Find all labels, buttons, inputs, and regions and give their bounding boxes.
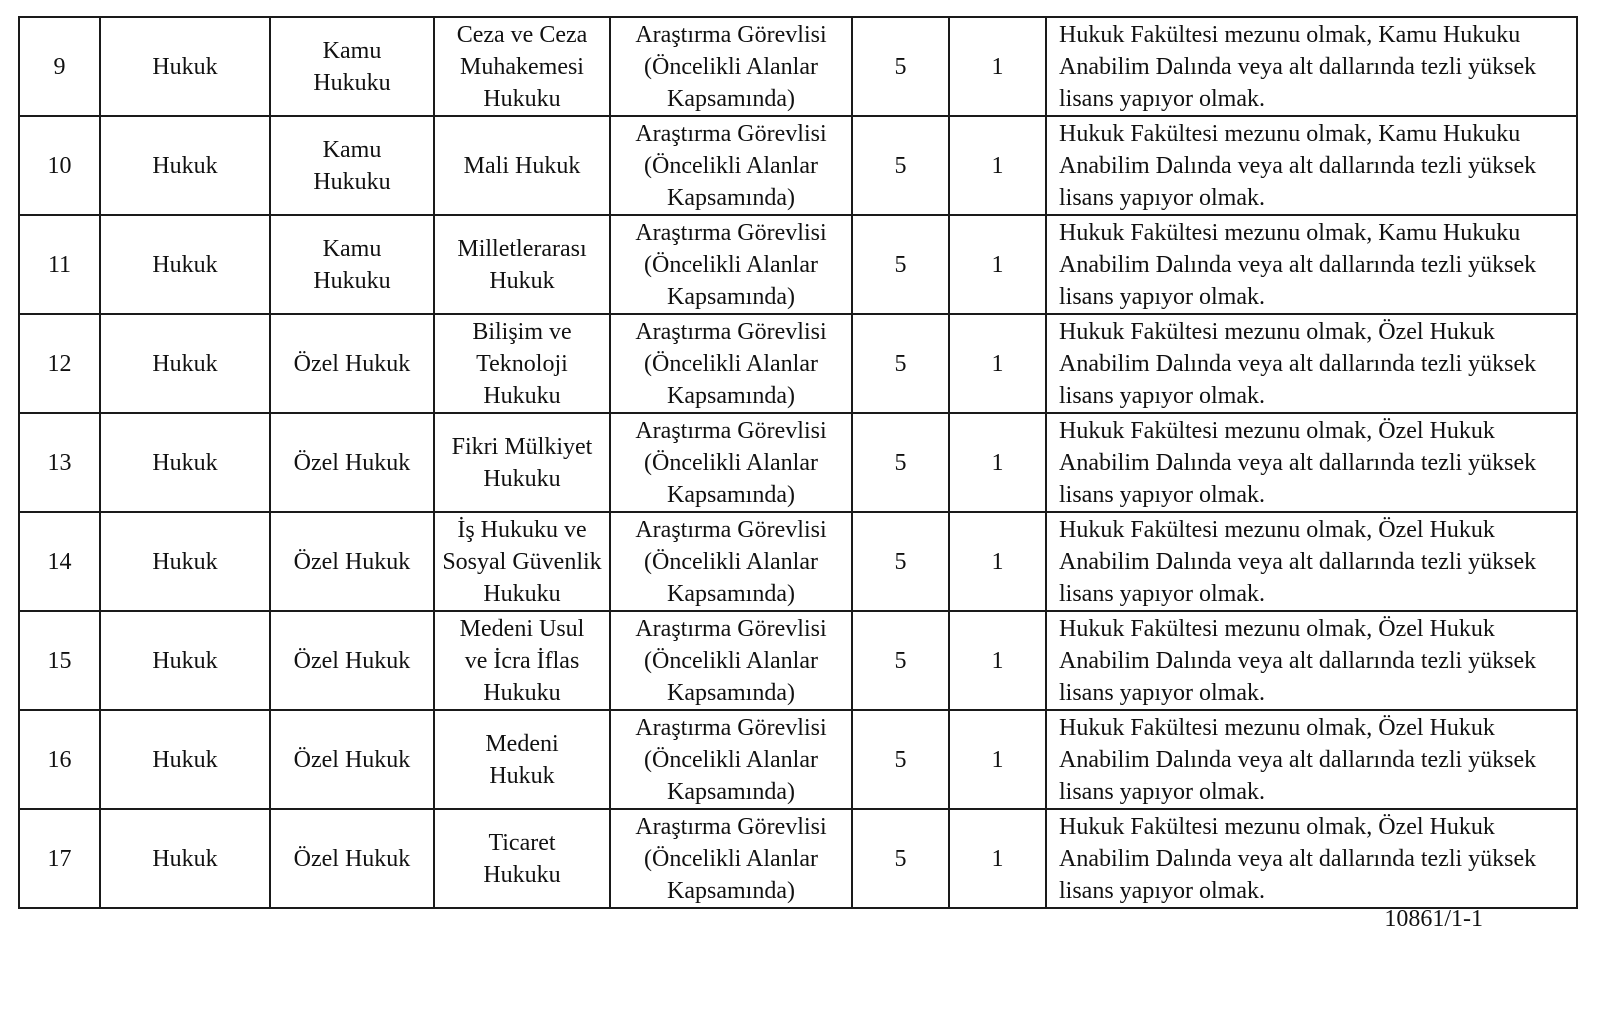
requirements-cell-text: Hukuk Fakültesi mezunu olmak, Kamu Hukuku Anabilim Dalında veya alt dallarında tezli yüksek lisans yapıyor olmak. bbox=[1059, 120, 1537, 211]
table-body bbox=[19, 17, 1577, 908]
requirements-cell-text: Hukuk Fakültesi mezunu olmak, Özel Hukuk Anabilim Dalında veya alt dallarında tezli yüksek lisans yapıyor olmak. bbox=[1059, 714, 1537, 805]
row-number-cell-text: 10 bbox=[47, 152, 72, 179]
degree-cell bbox=[852, 314, 949, 413]
division-cell-text: Fikri Mülkiyet Hukuku bbox=[451, 433, 593, 492]
requirements-cell bbox=[1046, 710, 1577, 809]
position-title-cell bbox=[610, 17, 852, 116]
faculty-cell bbox=[100, 116, 270, 215]
degree-cell-text: 5 bbox=[894, 53, 907, 80]
table-row bbox=[19, 611, 1577, 710]
document-code: 10861/1-1 bbox=[1384, 906, 1483, 932]
department-cell-text: Özel Hukuk bbox=[293, 548, 411, 575]
faculty-cell bbox=[100, 314, 270, 413]
position-title-cell bbox=[610, 314, 852, 413]
count-cell bbox=[949, 314, 1046, 413]
division-cell-text: Medeni Hukuk bbox=[485, 730, 559, 789]
faculty-cell-text: Hukuk bbox=[152, 548, 218, 575]
table-row bbox=[19, 314, 1577, 413]
division-cell bbox=[434, 710, 610, 809]
faculty-cell bbox=[100, 512, 270, 611]
faculty-cell bbox=[100, 17, 270, 116]
position-title-cell bbox=[610, 710, 852, 809]
faculty-cell-text: Hukuk bbox=[152, 53, 218, 80]
count-cell bbox=[949, 809, 1046, 908]
row-number-cell bbox=[19, 512, 100, 611]
position-table bbox=[18, 16, 1578, 909]
department-cell-text: Özel Hukuk bbox=[293, 845, 411, 872]
department-cell bbox=[270, 215, 434, 314]
position-title-cell-text: Araştırma Görevlisi (Öncelikli Alanlar Kapsamında) bbox=[635, 417, 827, 508]
faculty-cell bbox=[100, 413, 270, 512]
degree-cell bbox=[852, 215, 949, 314]
degree-cell bbox=[852, 611, 949, 710]
row-number-cell bbox=[19, 611, 100, 710]
position-title-cell-text: Araştırma Görevlisi (Öncelikli Alanlar Kapsamında) bbox=[635, 813, 827, 904]
division-cell-text: Mali Hukuk bbox=[463, 152, 581, 179]
position-title-cell-text: Araştırma Görevlisi (Öncelikli Alanlar Kapsamında) bbox=[635, 318, 827, 409]
division-cell-text: Ceza ve Ceza Muhakemesi Hukuku bbox=[456, 21, 588, 112]
department-cell bbox=[270, 413, 434, 512]
requirements-cell-text: Hukuk Fakültesi mezunu olmak, Özel Hukuk Anabilim Dalında veya alt dallarında tezli yüksek lisans yapıyor olmak. bbox=[1059, 813, 1537, 904]
count-cell-text: 1 bbox=[991, 746, 1004, 773]
requirements-cell bbox=[1046, 116, 1577, 215]
row-number-cell bbox=[19, 215, 100, 314]
division-cell bbox=[434, 512, 610, 611]
count-cell-text: 1 bbox=[991, 152, 1004, 179]
division-cell-text: Medeni Usul ve İcra İflas Hukuku bbox=[459, 615, 585, 706]
degree-cell-text: 5 bbox=[894, 449, 907, 476]
division-cell bbox=[434, 314, 610, 413]
degree-cell-text: 5 bbox=[894, 647, 907, 674]
department-cell bbox=[270, 17, 434, 116]
row-number-cell-text: 14 bbox=[47, 548, 72, 575]
row-number-cell-text: 11 bbox=[47, 251, 72, 278]
row-number-cell bbox=[19, 809, 100, 908]
degree-cell bbox=[852, 116, 949, 215]
degree-cell bbox=[852, 413, 949, 512]
division-cell bbox=[434, 611, 610, 710]
department-cell-text: Özel Hukuk bbox=[293, 647, 411, 674]
division-cell bbox=[434, 809, 610, 908]
department-cell bbox=[270, 512, 434, 611]
count-cell bbox=[949, 611, 1046, 710]
degree-cell bbox=[852, 512, 949, 611]
division-cell bbox=[434, 215, 610, 314]
department-cell bbox=[270, 116, 434, 215]
position-title-cell-text: Araştırma Görevlisi (Öncelikli Alanlar Kapsamında) bbox=[635, 21, 827, 112]
table-row bbox=[19, 512, 1577, 611]
row-number-cell bbox=[19, 413, 100, 512]
degree-cell-text: 5 bbox=[894, 548, 907, 575]
degree-cell-text: 5 bbox=[894, 350, 907, 377]
requirements-cell bbox=[1046, 17, 1577, 116]
row-number-cell bbox=[19, 314, 100, 413]
degree-cell bbox=[852, 17, 949, 116]
position-title-cell-text: Araştırma Görevlisi (Öncelikli Alanlar Kapsamında) bbox=[635, 714, 827, 805]
count-cell-text: 1 bbox=[991, 350, 1004, 377]
table-row bbox=[19, 116, 1577, 215]
faculty-cell bbox=[100, 215, 270, 314]
row-number-cell-text: 12 bbox=[47, 350, 72, 377]
count-cell bbox=[949, 413, 1046, 512]
count-cell bbox=[949, 710, 1046, 809]
division-cell-text: Milletlerarası Hukuk bbox=[457, 235, 587, 294]
position-title-cell bbox=[610, 215, 852, 314]
requirements-cell-text: Hukuk Fakültesi mezunu olmak, Kamu Hukuku Anabilim Dalında veya alt dallarında tezli yüksek lisans yapıyor olmak. bbox=[1059, 21, 1537, 112]
department-cell bbox=[270, 611, 434, 710]
row-number-cell bbox=[19, 710, 100, 809]
faculty-cell-text: Hukuk bbox=[152, 350, 218, 377]
position-title-cell bbox=[610, 809, 852, 908]
table-row bbox=[19, 215, 1577, 314]
requirements-cell-text: Hukuk Fakültesi mezunu olmak, Özel Hukuk Anabilim Dalında veya alt dallarında tezli yüksek lisans yapıyor olmak. bbox=[1059, 318, 1537, 409]
faculty-cell bbox=[100, 710, 270, 809]
position-title-cell-text: Araştırma Görevlisi (Öncelikli Alanlar Kapsamında) bbox=[635, 615, 827, 706]
requirements-cell-text: Hukuk Fakültesi mezunu olmak, Özel Hukuk Anabilim Dalında veya alt dallarında tezli yüksek lisans yapıyor olmak. bbox=[1059, 417, 1537, 508]
count-cell bbox=[949, 215, 1046, 314]
count-cell bbox=[949, 17, 1046, 116]
requirements-cell bbox=[1046, 314, 1577, 413]
faculty-cell bbox=[100, 809, 270, 908]
division-cell-text: Bilişim ve Teknoloji Hukuku bbox=[472, 318, 572, 409]
requirements-cell bbox=[1046, 512, 1577, 611]
degree-cell-text: 5 bbox=[894, 152, 907, 179]
department-cell-text: Özel Hukuk bbox=[293, 746, 411, 773]
faculty-cell-text: Hukuk bbox=[152, 251, 218, 278]
department-cell bbox=[270, 314, 434, 413]
row-number-cell bbox=[19, 116, 100, 215]
position-title-cell-text: Araştırma Görevlisi (Öncelikli Alanlar Kapsamında) bbox=[635, 219, 827, 310]
position-title-cell-text: Araştırma Görevlisi (Öncelikli Alanlar Kapsamında) bbox=[635, 120, 827, 211]
count-cell bbox=[949, 116, 1046, 215]
row-number-cell-text: 16 bbox=[47, 746, 72, 773]
department-cell bbox=[270, 710, 434, 809]
department-cell-text: Özel Hukuk bbox=[293, 449, 411, 476]
faculty-cell-text: Hukuk bbox=[152, 647, 218, 674]
department-cell-text: Kamu Hukuku bbox=[313, 136, 391, 195]
faculty-cell-text: Hukuk bbox=[152, 746, 218, 773]
division-cell bbox=[434, 413, 610, 512]
count-cell bbox=[949, 512, 1046, 611]
department-cell-text: Kamu Hukuku bbox=[313, 235, 391, 294]
requirements-cell-text: Hukuk Fakültesi mezunu olmak, Kamu Hukuku Anabilim Dalında veya alt dallarında tezli yüksek lisans yapıyor olmak. bbox=[1059, 219, 1537, 310]
division-cell bbox=[434, 116, 610, 215]
row-number-cell bbox=[19, 17, 100, 116]
position-title-cell-text: Araştırma Görevlisi (Öncelikli Alanlar Kapsamında) bbox=[635, 516, 827, 607]
division-cell bbox=[434, 17, 610, 116]
faculty-cell bbox=[100, 611, 270, 710]
degree-cell bbox=[852, 809, 949, 908]
table-row bbox=[19, 710, 1577, 809]
position-title-cell bbox=[610, 512, 852, 611]
count-cell-text: 1 bbox=[991, 251, 1004, 278]
faculty-cell-text: Hukuk bbox=[152, 449, 218, 476]
count-cell-text: 1 bbox=[991, 53, 1004, 80]
degree-cell-text: 5 bbox=[894, 746, 907, 773]
position-title-cell bbox=[610, 116, 852, 215]
degree-cell-text: 5 bbox=[894, 251, 907, 278]
row-number-cell-text: 13 bbox=[47, 449, 72, 476]
count-cell-text: 1 bbox=[991, 449, 1004, 476]
requirements-cell bbox=[1046, 809, 1577, 908]
degree-cell-text: 5 bbox=[894, 845, 907, 872]
department-cell bbox=[270, 809, 434, 908]
requirements-cell bbox=[1046, 215, 1577, 314]
requirements-cell-text: Hukuk Fakültesi mezunu olmak, Özel Hukuk Anabilim Dalında veya alt dallarında tezli yüksek lisans yapıyor olmak. bbox=[1059, 615, 1537, 706]
position-title-cell bbox=[610, 611, 852, 710]
table-row bbox=[19, 413, 1577, 512]
row-number-cell-text: 17 bbox=[47, 845, 72, 872]
department-cell-text: Kamu Hukuku bbox=[313, 37, 391, 96]
requirements-cell bbox=[1046, 413, 1577, 512]
table-row bbox=[19, 17, 1577, 116]
count-cell-text: 1 bbox=[991, 548, 1004, 575]
division-cell-text: İş Hukuku ve Sosyal Güvenlik Hukuku bbox=[442, 516, 602, 607]
department-cell-text: Özel Hukuk bbox=[293, 350, 411, 377]
degree-cell bbox=[852, 710, 949, 809]
requirements-cell bbox=[1046, 611, 1577, 710]
division-cell-text: Ticaret Hukuku bbox=[483, 829, 561, 888]
position-title-cell bbox=[610, 413, 852, 512]
count-cell-text: 1 bbox=[991, 647, 1004, 674]
row-number-cell-text: 15 bbox=[47, 647, 72, 674]
faculty-cell-text: Hukuk bbox=[152, 845, 218, 872]
document-page bbox=[18, 16, 1576, 909]
requirements-cell-text: Hukuk Fakültesi mezunu olmak, Özel Hukuk Anabilim Dalında veya alt dallarında tezli yüksek lisans yapıyor olmak. bbox=[1059, 516, 1537, 607]
table-row bbox=[19, 809, 1577, 908]
row-number-cell-text: 9 bbox=[53, 53, 66, 80]
count-cell-text: 1 bbox=[991, 845, 1004, 872]
faculty-cell-text: Hukuk bbox=[152, 152, 218, 179]
